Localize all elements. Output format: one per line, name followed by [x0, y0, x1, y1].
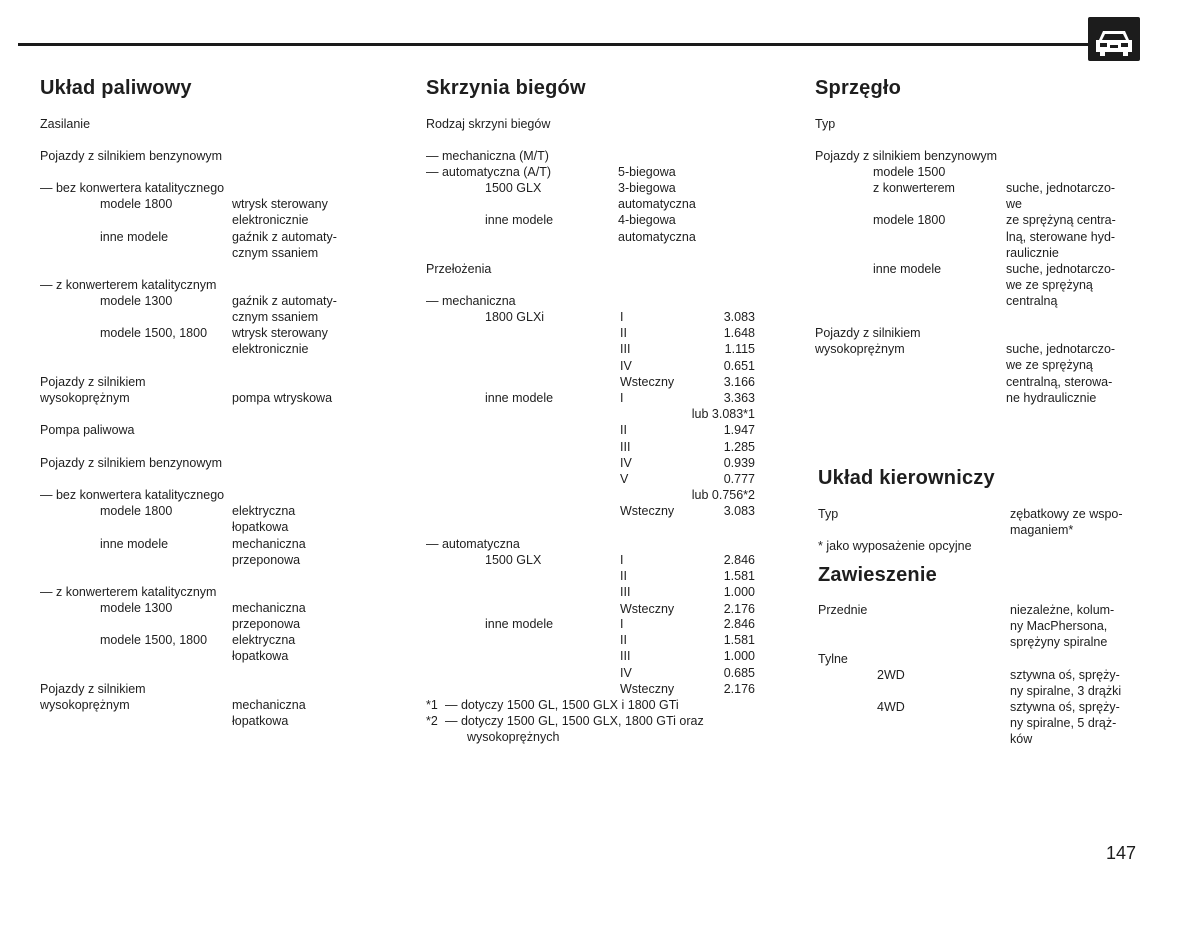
gear-name: III [620, 439, 631, 454]
gear-name: II [620, 326, 627, 341]
gear-name: IV [620, 455, 632, 470]
section-title-clutch: Sprzęgło [815, 77, 902, 99]
spec-value: gaźnik z automaty- [232, 230, 337, 244]
without-cat-label: — bez konwertera katalitycznego [40, 181, 225, 195]
gear-name: IV [620, 665, 632, 680]
spec-value: wtrysk sterowany [232, 326, 328, 340]
model-label: modele 1800 [100, 197, 173, 211]
footnote-text: — dotyczy 1500 GL, 1500 GLX i 1800 GTi [445, 698, 679, 712]
gear-ratio-value: 3.083 [723, 504, 755, 519]
rear-label: Tylne [818, 652, 848, 666]
gear-name: Wsteczny [620, 504, 675, 519]
spec-value: cznym ssaniem [232, 310, 319, 324]
model-label: inne modele [485, 391, 554, 405]
spec-value: automatyczna [618, 230, 696, 244]
gear-ratio-value: 0.685 [723, 665, 755, 680]
spec-value: ne hydraulicznie [1006, 391, 1097, 405]
spec-value: centralną, sterowa- [1006, 375, 1113, 389]
gear-ratio-value: 1.000 [723, 649, 755, 664]
footnote-text: wysokoprężnych [467, 730, 560, 744]
model-label: 1500 GLX [485, 553, 542, 567]
spec-value: elektryczna [232, 504, 296, 518]
spec-value: wtrysk sterowany [232, 197, 328, 211]
gear-name: Wsteczny [620, 374, 675, 389]
petrol-vehicles-label: Pojazdy z silnikiem benzynowym [40, 149, 223, 163]
gear-ratio-value: 3.363 [723, 391, 755, 405]
spec-value: przeponowa [232, 617, 301, 631]
steering-footnote: * jako wyposażenie opcyjne [818, 539, 972, 553]
front-label: Przednie [818, 603, 868, 617]
spec-value: suche, jednotarczo- [1006, 262, 1116, 276]
spec-value: 4-biegowa [618, 213, 676, 227]
spec-value: ków [1010, 732, 1033, 746]
gear-ratio-alt: lub 3.083*1 [691, 407, 755, 422]
automatic-transmission-label: — automatyczna (A/T) [426, 165, 552, 179]
header-rule [18, 43, 1100, 46]
gear-name: I [620, 310, 624, 324]
spec-value: sztywna oś, spręży- [1010, 700, 1120, 714]
diesel-label: wysokoprężnym [40, 391, 130, 405]
footnote-text: — dotyczy 1500 GL, 1500 GLX, 1800 GTi oraz [445, 714, 704, 728]
model-label: 1500 GLX [485, 181, 542, 195]
type-label: Typ [818, 507, 839, 521]
gear-name: Wsteczny [620, 681, 675, 696]
section-title-steering: Układ kierowniczy [818, 467, 995, 489]
section-title-suspension: Zawieszenie [818, 564, 937, 586]
gear-ratio-value: 1.000 [723, 585, 755, 600]
spec-value: ny spiralne, 3 drążki [1010, 684, 1122, 698]
gear-ratio-value: 0.939 [723, 455, 755, 470]
petrol-vehicles-label: Pojazdy z silnikiem benzynowym [40, 456, 223, 470]
gear-name: V [620, 472, 629, 486]
model-label: inne modele [485, 617, 554, 631]
spec-value: 5-biegowa [618, 165, 676, 179]
gear-ratio-value: 1.581 [723, 569, 755, 584]
model-label: modele 1500 [873, 165, 946, 179]
drive-label: 2WD [877, 668, 905, 682]
spec-value: niezależne, kolum- [1010, 603, 1115, 617]
petrol-vehicles-label: Pojazdy z silnikiem benzynowym [815, 149, 998, 163]
spec-value: sprężyny spiralne [1010, 635, 1108, 649]
model-label: 1800 GLXi [485, 310, 545, 324]
gear-name: IV [620, 358, 632, 373]
spec-value: suche, jednotarczo- [1006, 181, 1116, 195]
page-number: 147 [1106, 843, 1137, 863]
diesel-label: wysokoprężnym [815, 342, 905, 356]
gearbox-type-label: Rodzaj skrzyni biegów [426, 117, 551, 131]
spec-value: we [1006, 197, 1022, 211]
model-label: modele 1800 [100, 504, 173, 518]
gear-name: I [620, 553, 624, 567]
spec-value: łopatkowa [232, 520, 289, 534]
gear-ratio-alt: lub 0.756*2 [691, 488, 755, 503]
gear-ratio-value: 0.777 [723, 472, 755, 486]
spec-value: automatyczna [618, 197, 696, 211]
spec-value: lną, sterowane hyd- [1006, 230, 1116, 244]
gear-name: II [620, 633, 627, 648]
car-icon [1088, 17, 1140, 61]
spec-value: suche, jednotarczo- [1006, 342, 1116, 356]
model-label: inne modele [100, 537, 169, 551]
gear-ratio-value: 2.176 [723, 681, 755, 696]
gear-ratio-value: 2.846 [723, 617, 755, 631]
spec-value: we ze sprężyną [1006, 278, 1093, 292]
with-cat-label: — z konwerterem katalitycznym [40, 278, 217, 292]
spec-value: mechaniczna [232, 698, 306, 712]
gear-ratio-value: 1.285 [723, 439, 755, 454]
spec-value: łopatkowa [232, 714, 289, 728]
gear-ratios-label: Przełożenia [426, 262, 492, 276]
model-label: modele 1500, 1800 [100, 326, 208, 340]
spec-value: przeponowa [232, 553, 301, 567]
model-label: modele 1800 [873, 213, 946, 227]
spec-value: maganiem* [1010, 523, 1074, 537]
gear-ratio-value: 3.166 [723, 374, 755, 389]
gear-name: III [620, 342, 631, 357]
gear-name: I [620, 617, 624, 631]
diesel-label: wysokoprężnym [40, 698, 130, 712]
spec-value: cznym ssaniem [232, 246, 319, 260]
spec-value: pompa wtryskowa [232, 391, 333, 405]
model-label: modele 1300 [100, 294, 173, 308]
gear-name: III [620, 649, 631, 664]
spec-value: centralną [1006, 294, 1058, 308]
supply-label: Zasilanie [40, 117, 91, 131]
fuel-pump-label: Pompa paliwowa [40, 423, 135, 437]
manual-transmission-label: — mechaniczna (M/T) [426, 149, 549, 163]
spec-value: ny spiralne, 5 drąż- [1010, 716, 1117, 730]
spec-value: raulicznie [1006, 246, 1059, 260]
section-title-gearbox: Skrzynia biegów [426, 77, 586, 99]
without-cat-label: — bez konwertera katalitycznego [40, 488, 225, 502]
spec-value: we ze sprężyną [1006, 358, 1093, 372]
model-label: inne modele [485, 213, 554, 227]
diesel-label: Pojazdy z silnikiem [40, 375, 146, 389]
spec-value: elektronicznie [232, 213, 309, 227]
gear-ratio-value: 1.648 [723, 326, 755, 341]
spec-value: sztywna oś, spręży- [1010, 668, 1120, 682]
spec-value: ze sprężyną centra- [1006, 213, 1116, 227]
gear-name: I [620, 391, 624, 405]
spec-value: elektronicznie [232, 342, 309, 356]
diesel-label: Pojazdy z silnikiem [815, 326, 921, 340]
manual-label: — mechaniczna [426, 294, 516, 308]
model-label: modele 1500, 1800 [100, 633, 208, 647]
diesel-label: Pojazdy z silnikiem [40, 682, 146, 696]
model-label: inne modele [873, 262, 942, 276]
gear-name: III [620, 585, 631, 600]
spec-value: ny MacPhersona, [1010, 619, 1108, 633]
model-label: modele 1300 [100, 601, 173, 615]
footnote-marker: *1 [426, 698, 438, 712]
drive-label: 4WD [877, 700, 905, 714]
model-label: inne modele [100, 230, 169, 244]
with-cat-label: — z konwerterem katalitycznym [40, 585, 217, 599]
gear-name: II [620, 569, 627, 584]
footnote-marker: *2 [426, 714, 438, 728]
gear-ratio-value: 2.176 [723, 601, 755, 616]
gear-ratio-value: 2.846 [723, 553, 755, 567]
gear-ratio-value: 1.581 [723, 633, 755, 648]
section-title-fuel: Układ paliwowy [40, 77, 192, 99]
spec-value: mechaniczna [232, 537, 306, 551]
gear-name: II [620, 423, 627, 438]
type-label: Typ [815, 117, 836, 131]
spec-value: gaźnik z automaty- [232, 294, 337, 308]
spec-value: elektryczna [232, 633, 296, 647]
automatic-label: — automatyczna [426, 537, 520, 551]
gear-ratio-value: 1.947 [723, 423, 755, 438]
spec-value: mechaniczna [232, 601, 306, 615]
model-label: z konwerterem [873, 181, 955, 195]
spec-value: zębatkowy ze wspo- [1010, 507, 1123, 521]
gear-ratio-value: 1.115 [724, 342, 755, 357]
gear-ratio-value: 3.083 [723, 310, 755, 324]
gear-name: Wsteczny [620, 601, 675, 616]
gear-ratio-value: 0.651 [723, 358, 755, 373]
spec-value: 3-biegowa [618, 181, 676, 195]
spec-value: łopatkowa [232, 649, 289, 663]
